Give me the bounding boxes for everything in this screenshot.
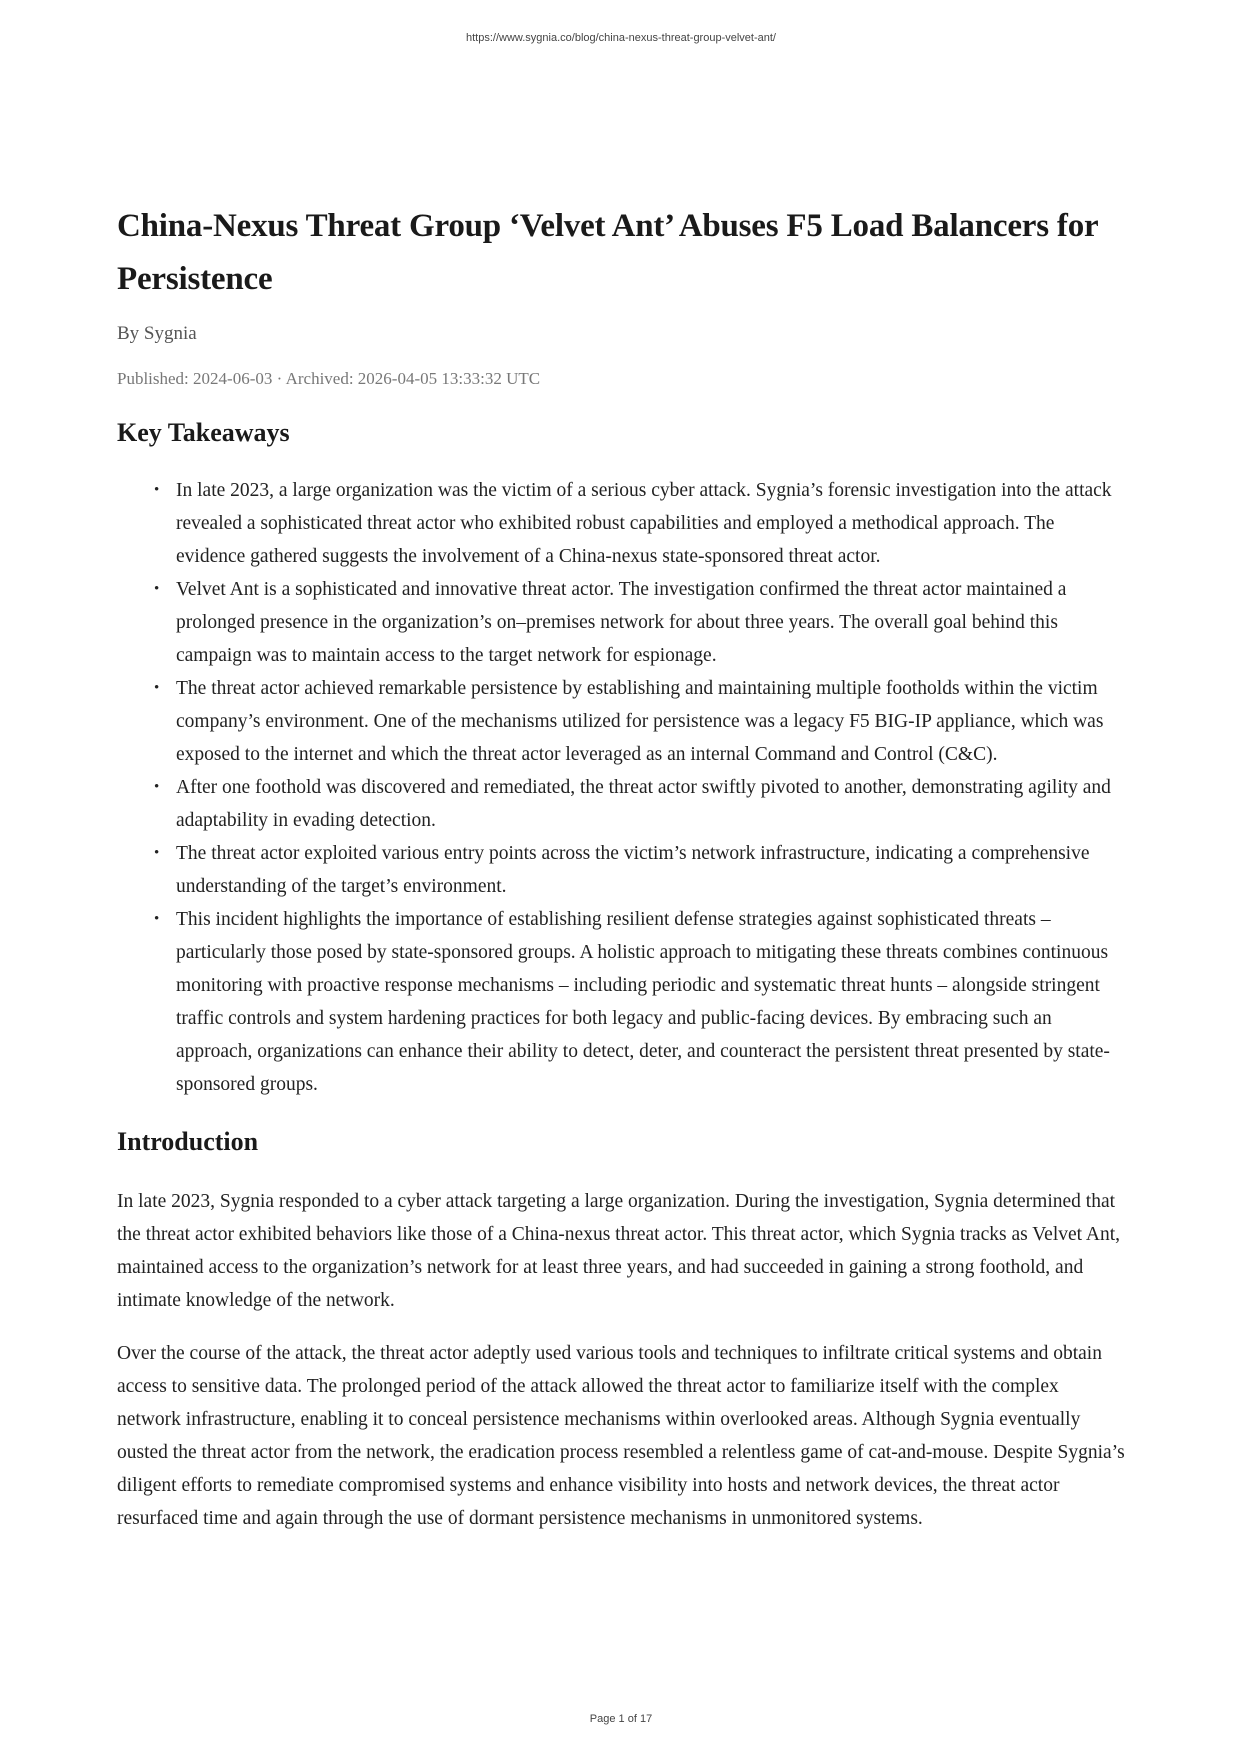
list-item	[154, 474, 1127, 573]
article-title: China-Nexus Threat Group ‘Velvet Ant’ Abuses F5 Load Balancers for Persistence	[117, 208, 1098, 297]
bullet-icon: •	[154, 680, 160, 696]
article-byline: By Sygnia	[117, 323, 197, 344]
introduction-heading: Introduction	[117, 1127, 259, 1156]
list-item	[154, 903, 1127, 1101]
bullet-icon: •	[154, 779, 160, 795]
list-item-text: Velvet Ant is a sophisticated and innovative threat actor. The investigation confirmed the threat actor maintained a prolonged presence in the organization’s on–premises network for about three years. The overall goal behind this campaign was to maintain access to the target network for espionage.	[176, 579, 1067, 666]
page-source-url: https://www.sygnia.co/blog/china-nexus-threat-group-velvet-ant/	[466, 32, 776, 44]
list-item	[154, 672, 1127, 771]
list-item-text: This incident highlights the importance of establishing resilient defense strategies against sophisticated threats – particularly those posed by state-sponsored groups. A holistic approach to mitigating these threats combines continuous monitoring with proactive response mechanisms – including periodic and systematic threat hunts – alongside stringent traffic controls and system hardening practices for both legacy and public-facing devices. By embracing such an approach, organizations can enhance their ability to detect, deter, and counteract the persistent threat presented by state-sponsored groups.	[176, 909, 1110, 1095]
key-takeaways-heading: Key Takeaways	[117, 418, 290, 447]
list-item-text: The threat actor exploited various entry points across the victim’s network infrastructure, indicating a comprehensive understanding of the target’s environment.	[176, 843, 1090, 897]
list-item	[154, 573, 1127, 672]
list-item	[154, 771, 1127, 837]
bullet-icon: •	[154, 581, 160, 597]
list-item-text: After one foothold was discovered and remediated, the threat actor swiftly pivoted to another, demonstrating agility and adaptability in evading detection.	[176, 777, 1111, 831]
bullet-icon: •	[154, 845, 160, 861]
bullet-icon: •	[154, 911, 160, 927]
list-item	[154, 837, 1127, 903]
introduction-paragraph: In late 2023, Sygnia responded to a cyber attack targeting a large organization. During the investigation, Sygnia determined that the threat actor exhibited behaviors like those of a China-nexus threat actor. This threat actor, which Sygnia tracks as Velvet Ant, maintained access to the organization’s network for at least three years, and had succeeded in gaining a strong foothold, and intimate knowledge of the network.	[117, 1191, 1120, 1311]
key-takeaways-list	[117, 474, 1127, 1101]
article-meta-dates: Published: 2024-06-03 · Archived: 2026-04-05 13:33:32 UTC	[117, 369, 541, 388]
list-item-text: The threat actor achieved remarkable persistence by establishing and maintaining multiple footholds within the victim company’s environment. One of the mechanisms utilized for persistence was a legacy F5 BIG-IP appliance, which was exposed to the internet and which the threat actor leveraged as an internal Command and Control (C&C).	[176, 678, 1104, 765]
list-item-text: In late 2023, a large organization was the victim of a serious cyber attack. Sygnia’s forensic investigation into the attack revealed a sophisticated threat actor who exhibited robust capabilities and employed a methodical approach. The evidence gathered suggests the involvement of a China-nexus state-sponsored threat actor.	[176, 480, 1112, 567]
bullet-icon: •	[154, 482, 160, 498]
introduction-paragraph: Over the course of the attack, the threat actor adeptly used various tools and techniques to infiltrate critical systems and obtain access to sensitive data. The prolonged period of the attack allowed the threat actor to familiarize itself with the complex network infrastructure, enabling it to conceal persistence mechanisms within overlooked areas. Although Sygnia eventually ousted the threat actor from the network, the eradication process resembled a relentless game of cat-and-mouse. Despite Sygnia’s diligent efforts to remediate compromised systems and enhance visibility into hosts and network devices, the threat actor resurfaced time and again through the use of dormant persistence mechanisms in unmonitored systems.	[117, 1343, 1125, 1529]
page-number: Page 1 of 17	[589, 1713, 653, 1725]
article	[117, 200, 1127, 1535]
